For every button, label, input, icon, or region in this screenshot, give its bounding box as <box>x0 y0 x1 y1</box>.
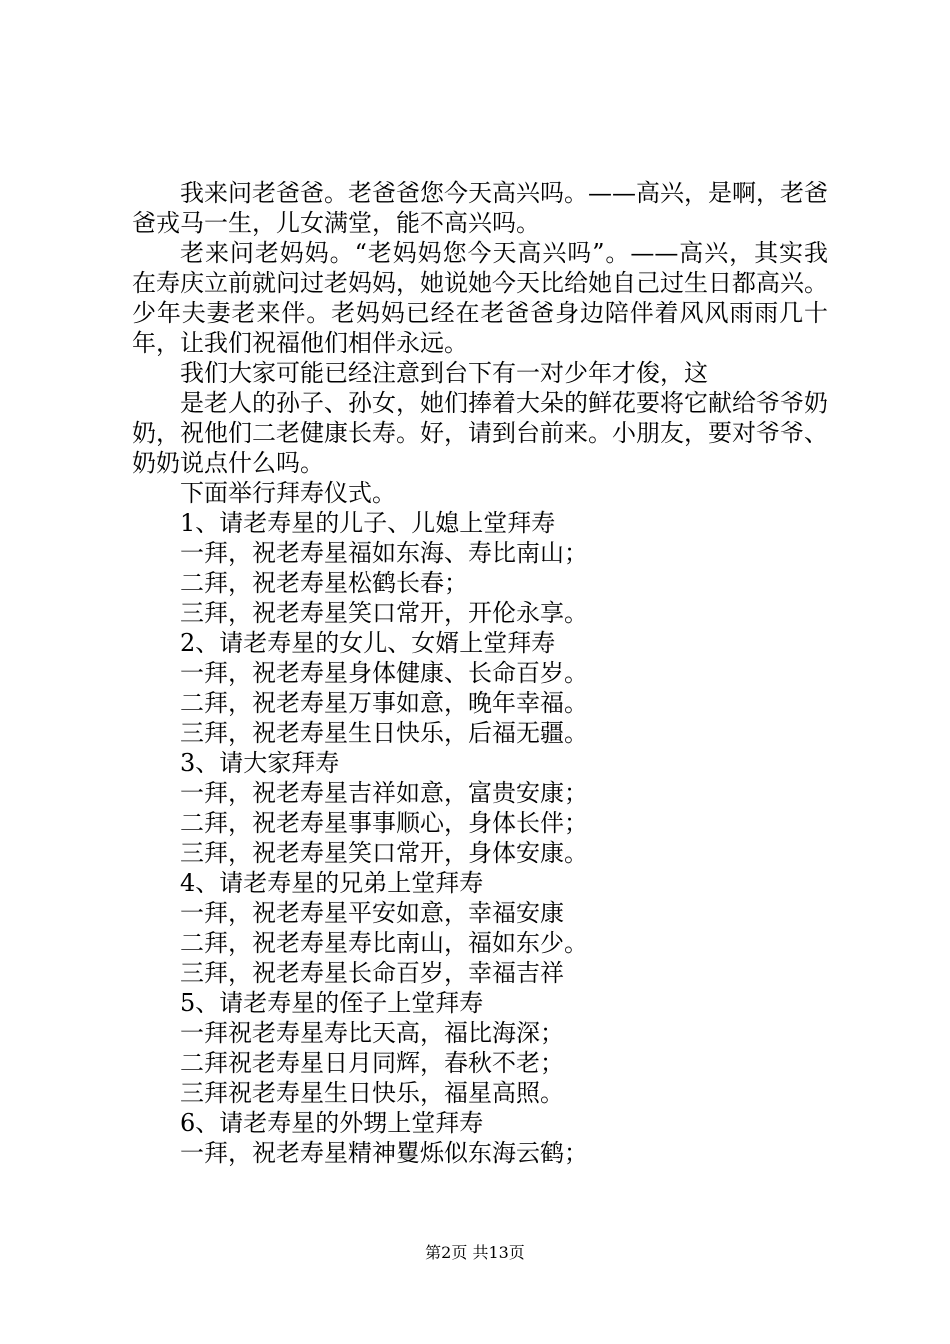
section-heading: 1、请老寿星的儿子、儿媳上堂拜寿 <box>180 509 556 537</box>
blessing-line: 一拜，祝老寿星精神矍烁似东海云鹤； <box>180 1139 588 1167</box>
blessing-line: 一拜，祝老寿星福如东海、寿比南山； <box>180 539 588 567</box>
paragraph-father: 我来问老爸爸。老爸爸您今天高兴吗。——高兴，是啊，老爸爸戎马一生，儿女满堂，能不高兴吗。 <box>132 179 828 237</box>
blessing-line: 一拜祝老寿星寿比天高，福比海深； <box>180 1019 564 1047</box>
blessing-line: 二拜，祝老寿星事事顺心，身体长伴； <box>180 809 588 837</box>
ceremony-intro-line: 下面举行拜寿仪式。 <box>180 479 396 507</box>
blessing-line: 三拜，祝老寿星生日快乐，后福无疆。 <box>180 719 588 747</box>
blessing-line: 三拜，祝老寿星笑口常开，身体安康。 <box>180 839 588 867</box>
blessing-line: 二拜，祝老寿星万事如意，晚年幸福。 <box>180 689 588 717</box>
paragraph-grandchildren: 是老人的孙子、孙女，她们捧着大朵的鲜花要将它献给爷爷奶奶，祝他们二老健康长寿。好，请到台前来。小朋友，要对爷爷、奶奶说点什么吗。 <box>132 389 828 477</box>
section-heading: 3、请大家拜寿 <box>180 749 340 777</box>
blessing-line: 三拜，祝老寿星笑口常开，开伦永享。 <box>180 599 588 627</box>
paragraph-mother: 老来问老妈妈。“老妈妈您今天高兴吗”。——高兴，其实我在寿庆立前就问过老妈妈，她说她今天比给她自己过生日都高兴。少年夫妻老来伴。老妈妈已经在老爸爸身边陪伴着风风雨雨几十年，让我们祝福他们相伴永远。 <box>132 239 828 357</box>
blessing-line: 二拜祝老寿星日月同辉，春秋不老； <box>180 1049 564 1077</box>
blessing-line: 三拜，祝老寿星长命百岁，幸福吉祥 <box>180 959 564 987</box>
blessing-line: 一拜，祝老寿星身体健康、长命百岁。 <box>180 659 588 687</box>
section-heading: 4、请老寿星的兄弟上堂拜寿 <box>180 869 484 897</box>
page-footer: 第2页 共13页 <box>425 1243 525 1262</box>
blessing-line: 一拜，祝老寿星吉祥如意，富贵安康； <box>180 779 588 807</box>
blessing-line: 二拜，祝老寿星松鹤长春； <box>180 569 468 597</box>
blessing-line: 一拜，祝老寿星平安如意，幸福安康 <box>180 899 564 927</box>
paragraph-grandchildren-intro: 我们大家可能已经注意到台下有一对少年才俊，这 <box>180 359 708 387</box>
blessing-line: 二拜，祝老寿星寿比南山，福如东少。 <box>180 929 588 957</box>
blessing-line: 三拜祝老寿星生日快乐，福星高照。 <box>180 1079 564 1107</box>
section-heading: 2、请老寿星的女儿、女婿上堂拜寿 <box>180 629 556 657</box>
section-heading: 5、请老寿星的侄子上堂拜寿 <box>180 989 484 1017</box>
section-heading: 6、请老寿星的外甥上堂拜寿 <box>180 1109 484 1137</box>
